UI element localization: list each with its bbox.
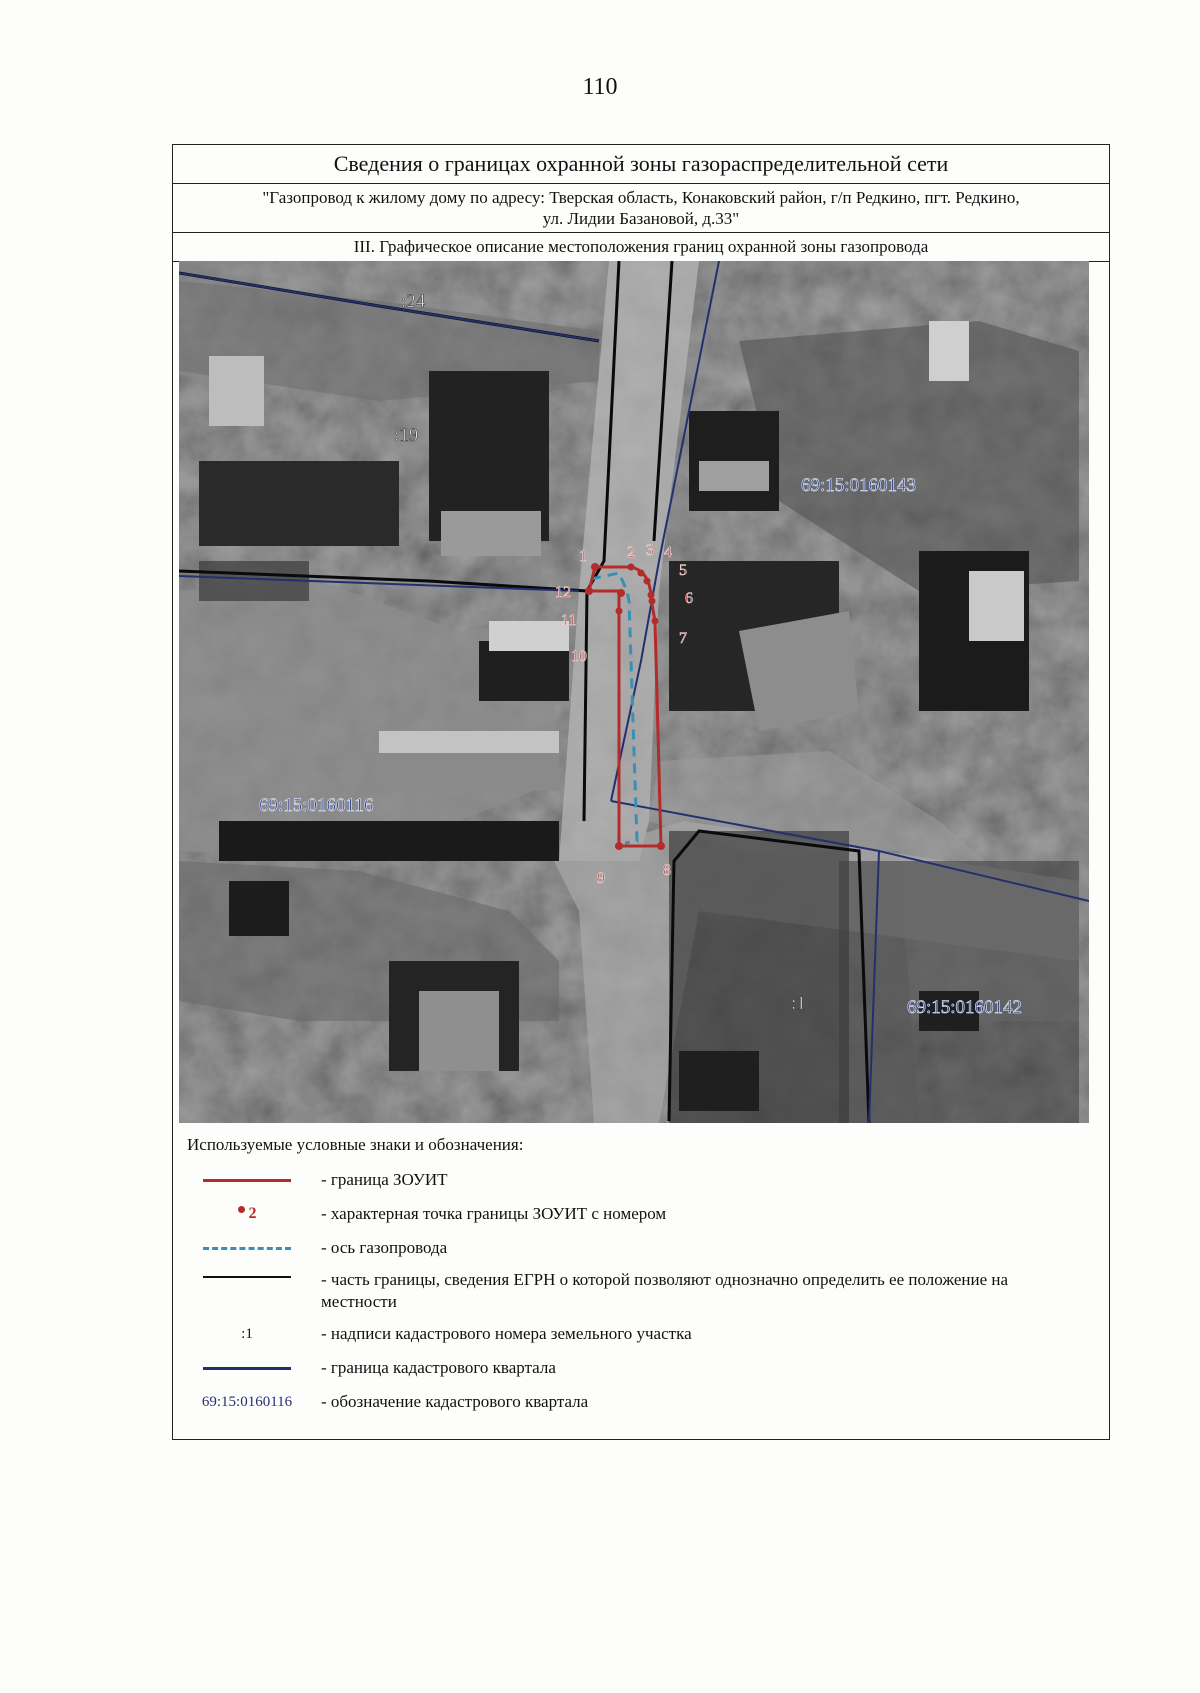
boundary-point-2[interactable]: [628, 564, 635, 571]
boundary-point-11[interactable]: [617, 589, 625, 597]
legend-item-gas-axis: - ось газопровода: [173, 1231, 1109, 1265]
boundary-point-10[interactable]: [616, 608, 623, 615]
boundary-point-5[interactable]: [648, 592, 655, 599]
dashed-line-icon: [203, 1247, 291, 1250]
subtitle-line-1: "Газопровод к жилому дому по адресу: Тверская область, Конаковский район, г/п Редкино, пгт. Редкино,: [262, 188, 1020, 207]
point-label-9: 9: [597, 870, 605, 887]
parcel-label-24: :24: [401, 291, 426, 312]
legend-item-egrn-boundary: - часть границы, сведения ЕГРН о которой позволяют однозначно определить ее положение на местности: [173, 1265, 1109, 1317]
legend-item-quarter-label: 69:15:0160116 - обозначение кадастрового квартала: [201, 1392, 589, 1411]
point-label-6: 6: [685, 590, 693, 607]
aerial-map[interactable]: [179, 261, 1089, 1123]
point-label-4: 4: [664, 544, 672, 561]
quarter-label-0160116: 69:15:0160116: [259, 795, 374, 816]
point-label-1: 1: [579, 548, 587, 565]
map-svg: [179, 261, 1089, 1123]
boundary-point-6[interactable]: [649, 598, 656, 605]
legend-title: Используемые условные знаки и обозначения:: [187, 1135, 524, 1154]
point-label-3: 3: [646, 542, 654, 559]
section-heading: III. Графическое описание местоположения границ охранной зоны газопровода: [173, 233, 1109, 262]
boundary-point-9[interactable]: [615, 842, 623, 850]
document-frame: [172, 144, 1110, 1440]
document-subtitle: [173, 184, 1109, 233]
point-label-7: 7: [679, 630, 687, 647]
parcel-label-19: :19: [394, 425, 419, 446]
boundary-point-8[interactable]: [657, 842, 665, 850]
point-label-11: 11: [561, 612, 577, 629]
black-line-icon: [203, 1276, 291, 1278]
subtitle-line-2: ул. Лидии Базановой, д.33": [542, 209, 740, 228]
point-icon: 2: [238, 1205, 257, 1223]
parcel-label-icon: :1: [241, 1325, 253, 1342]
legend-item-parcel-label: :1 - надписи кадастрового номера земельного участка: [241, 1324, 692, 1343]
point-label-5: 5: [679, 562, 687, 579]
page-number: 110: [582, 74, 618, 100]
boundary-point-12[interactable]: [585, 587, 593, 595]
quarter-label-icon: 69:15:0160116: [201, 1393, 293, 1410]
point-label-8: 8: [663, 862, 671, 879]
red-line-icon: [203, 1179, 291, 1182]
navy-line-icon: [203, 1367, 291, 1370]
point-label-2: 2: [627, 544, 635, 561]
boundary-point-1[interactable]: [591, 563, 599, 571]
parcel-label-1: :1: [791, 993, 806, 1014]
legend: [173, 1135, 1109, 1419]
boundary-point-7[interactable]: [652, 618, 659, 625]
point-label-10: 10: [571, 648, 587, 665]
boundary-point-3[interactable]: [638, 570, 645, 577]
boundary-point-4[interactable]: [644, 578, 651, 585]
quarter-label-0160143: 69:15:0160143: [801, 475, 917, 496]
point-label-12: 12: [555, 584, 571, 601]
legend-item-quarter-boundary: - граница кадастрового квартала: [173, 1351, 1109, 1385]
document-title: Сведения о границах охранной зоны газораспределительной сети: [173, 145, 1109, 184]
quarter-label-0160142: 69:15:0160142: [907, 997, 1023, 1018]
legend-item-boundary-point: 2 - характерная точка границы ЗОУИТ с номером: [173, 1197, 1109, 1231]
legend-item-zouit-boundary: - граница ЗОУИТ: [173, 1163, 1109, 1197]
